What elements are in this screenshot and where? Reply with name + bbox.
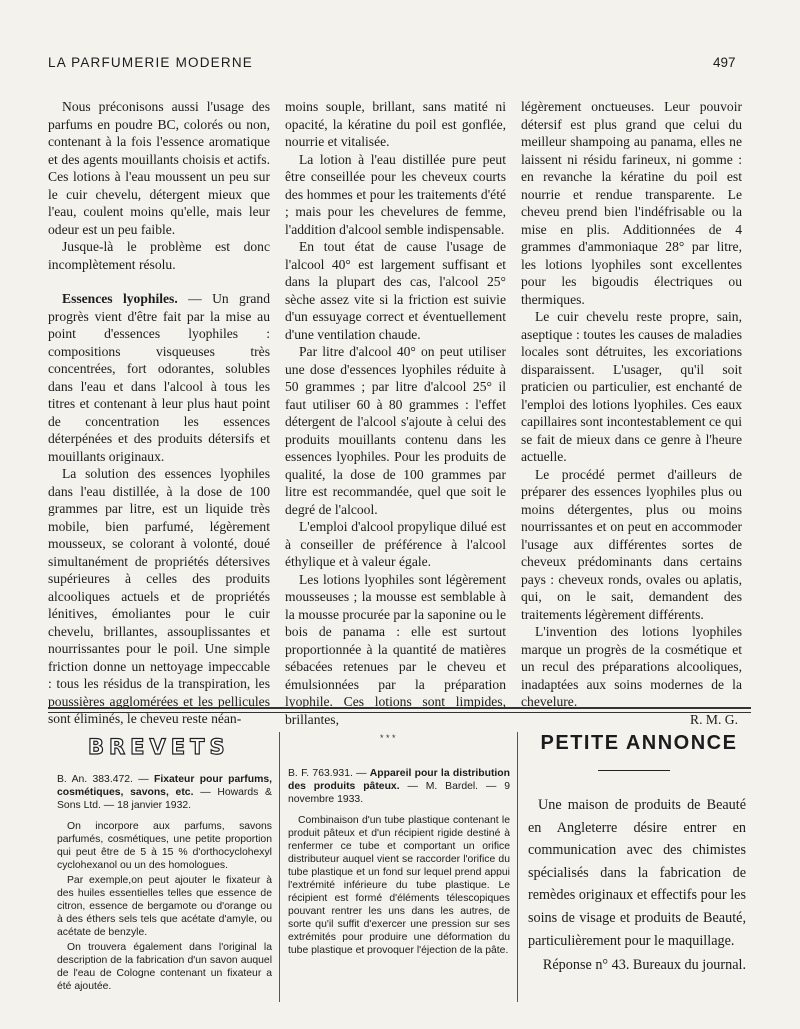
article-paragraph-continued: moins souple, brillant, sans matité ni opacité, la kératine du poil est gonflée, nourrie et vitalisée.	[285, 99, 506, 149]
brevets-title: BREVETS	[88, 735, 230, 759]
article-column-1	[48, 98, 270, 728]
patent-1-number: B. An. 383.472.	[57, 774, 133, 785]
article-paragraph-continued: légèrement onctueuses. Leur pouvoir détersif est plus grand que celui du meilleur shampoing au panama, elles ne laissent ni résidu farineux, ni gomme : en revanche la kératine du poil est nourrie et rendue transparente. Le cheveu prend bien l'indéfrisable ou la mise en plis. Additionnées de 4 grammes d'ammoniaque 28° par litre, les lotions lyophiles sont excellentes pour les bigoudis électriques ou thermiques.	[521, 99, 742, 307]
section-divider-thick	[48, 707, 751, 709]
patent-2-paragraph: Combinaison d'un tube plastique contenant le produit pâteux et d'un récipient rigide destiné à renfermer ce tube et comportant un orifice distributeur auquel vient se raccorder l'orifice du tube plastique et un fond sur lequel prend appui l'extrémité inférieure du tube plastique. Le récipient est formé d'éléments télescopiques pouvant rentrer les uns dans les autres, de sorte qu'il suffit d'exercer une pression sur ses extrémités pour produire une déformation du tube plastique et provoquer l'éjection de la pâte.	[288, 815, 510, 956]
patent-1	[57, 773, 272, 993]
section-heading: Essences lyophiles.	[62, 291, 178, 306]
annonce-body	[528, 794, 746, 977]
article-paragraph: Nous préconisons aussi l'usage des parfums en poudre BC, colorés ou non, contenant à la fois l'essence aromatique et des agents mouillants choisis et actifs. Ces lotions à l'eau moussent un peu sur le cuir chevelu, détergent mieux que l'eau, coulent moins qu'elle, mais leur odeur est un peu faible.	[48, 99, 270, 237]
article-paragraph: L'invention des lotions lyophiles marque un progrès de la cosmétique et un recul des préparations alcooliques, inadaptées aux soins modernes de la chevelure.	[521, 624, 742, 709]
patent-2-reference: B. F. 763.931. — Appareil pour la distribution des produits pâteux. — M. Bardel. — 9 novembre 1933.	[288, 768, 510, 805]
article-paragraph: En tout état de cause l'usage de l'alcool 40° est largement suffisant et dans la plupart des cas, l'alcool 25° sèche assez vite si la friction est suivie d'un essuyage correct et éventuellement d'une ventilation chaude.	[285, 239, 506, 342]
article-paragraph: L'emploi d'alcool propylique dilué est à conseiller de préférence à l'alcool éthylique et à valeur égale.	[285, 519, 506, 569]
article-paragraph: Les lotions lyophiles sont légèrement mousseuses ; la mousse est semblable à la mousse procurée par la saponine ou le bois de panama : elle est surtout proportionnée à la quantité de matières sébacées retenues par le cheveu et émulsionnées par la préparation lyophile. Ces lotions sont limpides, brillantes,	[285, 571, 506, 727]
patent-1-source: Howards & Sons Ltd. — 18 janvier 1932.	[57, 787, 272, 811]
article-paragraph: La lotion à l'eau distillée pure peut être conseillée pour les cheveux courts des hommes et pour les traitements d'été ; mais pour les chevelures de femme, l'addition d'alcool semble indispensable.	[285, 151, 506, 237]
article-paragraph: La solution des essences lyophiles dans l'eau distillée, à la dose de 100 grammes par litre, est un liquide très mobile, bien parfumé, légèrement mousseux, se colorant à volonté, doué simultanément de propriétés détersives supérieures à celles des produits alcooliques actuels et de propriétés lénitives, émoliantes pour le cuir chevelu, brillantes, assouplissantes et nourrissantes pour le poil. Une simple friction donne un nettoyage impeccable : tous les résidus de la transpiration, les poussières agglomérées et les pellicules sont éliminés, le cheveu reste néan-	[48, 466, 270, 726]
petite-annonce-title: PETITE ANNONCE	[540, 732, 738, 754]
article-paragraph: Par litre d'alcool 40° on peut utiliser une dose d'essences lyophiles réduite à 50 grammes ; par litre d'alcool 25° il faut utiliser 60 à 80 grammes : l'effet détergent de l'alcool s'ajoute à celui des produits mouillants contenu dans les essences lyophiles. Pour les produits de qualité, la dose de 100 grammes par litre est recommandée, quel que soit le degré de l'alcool.	[285, 344, 506, 517]
article-paragraph: Le procédé permet d'ailleurs de préparer des essences lyophiles plus ou moins détergentes, plus ou moins nourrissantes et on peut en accommoder l'usage aux différentes sortes de cheveux prédominants dans certains pays : cheveux ronds, ovales ou aplatis, qui, on le sait, demandent des traitements légèrement différents.	[521, 466, 742, 622]
section-divider-thin	[48, 712, 751, 713]
annonce-response: Réponse n° 43. Bureaux du journal.	[542, 957, 746, 974]
column-divider	[279, 732, 280, 1002]
patent-1-reference: B. An. 383.472. — Fixateur pour parfums, cosmétiques, savons, etc. — Howards & Sons Ltd. — 18 janvier 1932.	[57, 774, 272, 811]
article-column-3	[521, 98, 742, 728]
patent-1-title: Fixateur pour parfums, cosmétiques, savons, etc.	[57, 774, 272, 798]
patent-1-paragraph: On trouvera également dans l'original la description de la fabrication d'un savon auquel de l'eau de Cologne contenant un fixateur a été ajoutée.	[57, 942, 272, 992]
article-paragraph: Jusque-là le problème est donc incomplètement résolu.	[48, 239, 270, 272]
patent-1-paragraph: Par exemple,on peut ajouter le fixateur à des huiles essentielles telles que essence de citron, essence de bergamote ou d'orange ou à des éthers sels tels que acétate d'amyle, ou acétate de benzyle.	[57, 875, 272, 938]
patent-2-number: B. F. 763.931.	[288, 768, 353, 779]
section-text: — Un grand progrès vient d'être fait par la mise au point d'essences lyophiles : compositions visqueuses très concentrées, fort odorantes, solubles dans l'eau et dans l'alcool à tous les titres et contenant à leur plus haut point de concentration les essences déterpénées et des produits détersifs et mouillants originaux.	[48, 291, 270, 464]
section-paragraph-essences	[48, 290, 270, 465]
page-number: 497	[713, 55, 736, 70]
running-header-title: LA PARFUMERIE MODERNE	[48, 55, 253, 70]
article-column-2	[285, 98, 506, 728]
article-signature: R. M. G.	[690, 711, 738, 727]
patent-2-source: M. Bardel. — 9 novembre 1933.	[288, 781, 510, 805]
patent-2-title: Appareil pour la distribution des produits pâteux.	[288, 768, 510, 792]
patent-1-paragraph: On incorpore aux parfums, savons parfumés, cosmétiques, une petite proportion qui peut être de 5 à 15 % d'orthocyclohexyl cyclohexanol ou un des homologues.	[57, 821, 272, 871]
annonce-title-rule	[598, 770, 670, 771]
column-divider	[517, 732, 518, 1002]
annonce-text: Une maison de produits de Beauté en Angleterre désire entrer en communication avec des chimistes spécialisés dans la fabrication de remèdes originaux et effectifs pour les soins de visage et produits de Beauté, particulièrement pour le maquillage.	[528, 797, 746, 949]
patent-2	[288, 767, 510, 957]
article-paragraph: Le cuir chevelu reste propre, sain, aseptique : toutes les causes de maladies locales sont détruites, les excoriations disparaissent. L'usager, qu'il soit praticien ou particulier, est enchanté de l'emploi des lotions lyophiles. Ces eaux capillaires sont incontestablement ce qui se fait de mieux dans ce genre à l'heure actuelle.	[521, 309, 742, 464]
ornament-stars: * * *	[380, 733, 396, 743]
